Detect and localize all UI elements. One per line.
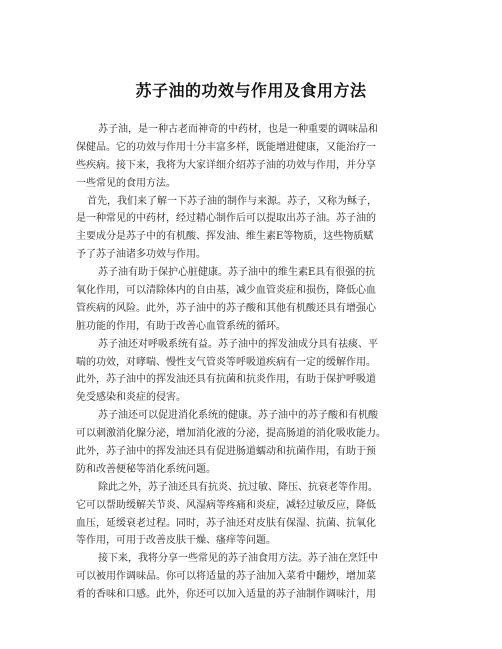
paragraph-line: 是一种常见的中药材，经过精心制作后可以提取出苏子油。苏子油的 bbox=[76, 213, 376, 225]
paragraph-line: 苏子油有助于保护心脏健康。苏子油中的维生素E具有很强的抗 bbox=[98, 267, 376, 279]
paragraph-line: 除此之外，苏子油还具有抗炎、抗过敏、降压、抗衰老等作用。 bbox=[98, 481, 378, 493]
paragraph-line: 肴的香味和口感。此外，你还可以加入适量的苏子油制作调味汁，用 bbox=[76, 589, 376, 601]
paragraph-line: 此外，苏子油中的挥发油还具有促进肠道蠕动和抗菌作用，有助于预 bbox=[76, 446, 376, 458]
paragraph-line: 接下来，我将分享一些常见的苏子油食用方法。苏子油在烹饪中 bbox=[98, 553, 378, 565]
paragraph bbox=[76, 479, 426, 551]
paragraph bbox=[76, 121, 426, 193]
paragraph-line: 可以刺激消化腺分泌，增加消化液的分泌，提高肠道的消化吸收能力。 bbox=[76, 428, 386, 440]
page-title: 苏子油的功效与作用及食用方法 bbox=[135, 81, 367, 100]
paragraph-line: 喘的功效，对哮喘、慢性支气管炎等呼吸道疾病有一定的缓解作用。 bbox=[76, 356, 376, 368]
paragraph-line: 它可以帮助缓解关节炎、风湿病等疼痛和炎症，减轻过敏反应，降低 bbox=[76, 499, 376, 511]
document-body bbox=[76, 121, 426, 604]
paragraph-line: 些疾病。接下来，我将为大家详细介绍苏子油的功效与作用，并分享 bbox=[76, 159, 376, 171]
paragraph bbox=[76, 264, 426, 336]
paragraph-line: 苏子油，是一种古老而神奇的中药材，也是一种重要的调味品和 bbox=[98, 124, 378, 135]
paragraph-line: 管疾病的风险。此外，苏子油中的苏子酸和其他有机酸还具有增强心 bbox=[76, 302, 376, 314]
paragraph-line: 保健品。它的功效与作用十分丰富多样，既能增进健康，又能治疗一 bbox=[76, 141, 376, 153]
paragraph-line: 苏子油还可以促进消化系统的健康。苏子油中的苏子酸和有机酸 bbox=[98, 410, 378, 422]
paragraph bbox=[76, 336, 426, 408]
paragraph-line: 脏功能的作用，有助于改善心血管系统的循环。 bbox=[76, 320, 286, 332]
paragraph-line: 血压，延缓衰老过程。同时，苏子油还对皮肤有保湿、抗菌、抗氧化 bbox=[76, 517, 376, 529]
paragraph-line: 可以被用作调味品。你可以将适量的苏子油加入菜肴中翻炒，增加菜 bbox=[76, 571, 376, 583]
paragraph-line: 苏子油还对呼吸系统有益。苏子油中的挥发油成分具有祛痰、平 bbox=[98, 338, 378, 350]
paragraph-line: 等作用，可用于改善皮肤干燥、瘙痒等问题。 bbox=[76, 535, 276, 547]
paragraph-line: 一些常见的食用方法。 bbox=[76, 177, 176, 189]
paragraph-line: 此外，苏子油中的挥发油还具有抗菌和抗炎作用，有助于保护呼吸道 bbox=[76, 374, 376, 386]
paragraph-line: 予了苏子油诸多功效与作用。 bbox=[76, 249, 206, 261]
paragraph-line: 防和改善便秘等消化系统问题。 bbox=[76, 463, 216, 475]
paragraph-line: 免受感染和炎症的侵害。 bbox=[76, 392, 186, 404]
paragraph-line: 主要成分是苏子中的有机酸、挥发油、维生素E等物质，这些物质赋 bbox=[76, 231, 374, 243]
paragraph-line: 氧化作用，可以清除体内的自由基，减少血管炎症和损伤，降低心血 bbox=[76, 285, 376, 297]
paragraph bbox=[76, 550, 426, 604]
paragraph bbox=[76, 407, 426, 479]
paragraph bbox=[76, 193, 426, 265]
paragraph-line: 首先，我们来了解一下苏子油的制作与来源。苏子，又称为稣子， bbox=[87, 195, 377, 207]
